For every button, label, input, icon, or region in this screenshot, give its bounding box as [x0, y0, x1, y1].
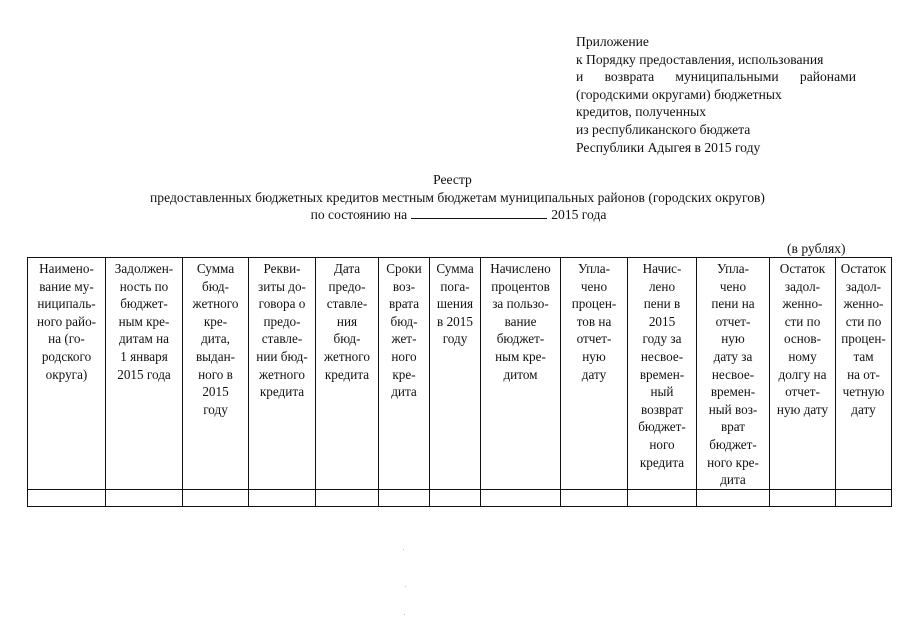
column-header-line: Начислено — [490, 261, 551, 276]
column-header-line: за пользо- — [492, 296, 549, 312]
column-header — [561, 258, 628, 490]
register-title — [0, 171, 905, 224]
column-header-line: 2015 года — [117, 366, 171, 382]
column-header-line: Остаток — [840, 261, 887, 276]
table-cell — [770, 489, 836, 506]
column-header-line: ного кре- — [707, 454, 759, 470]
column-header-line: зиты до- — [258, 278, 306, 294]
table-cell — [183, 489, 249, 506]
column-header-line: дитам на — [118, 331, 170, 347]
column-header-line: ным кре- — [495, 348, 546, 364]
column-header-line: 2015 — [648, 313, 676, 329]
title-line-3 — [0, 206, 905, 224]
column-header-line: 2015 — [202, 384, 229, 400]
register-table — [27, 257, 892, 507]
column-header-line: пени в — [643, 296, 681, 312]
column-header-line: чено — [580, 278, 608, 294]
column-header-line: времен- — [639, 366, 685, 382]
column-header — [481, 258, 561, 490]
table-cell — [316, 489, 379, 506]
column-header-line: времен- — [710, 384, 756, 400]
column-header-line: шения — [436, 296, 474, 312]
column-header-line: ную — [721, 331, 745, 347]
column-header-line: дита, — [201, 331, 230, 347]
column-header-line: долгу на — [778, 366, 827, 382]
column-header-line: чено — [719, 278, 747, 294]
column-header-line: Дата — [333, 261, 361, 276]
title-line-1: Реестр — [433, 172, 472, 187]
column-header — [183, 258, 249, 490]
units-label: (в рублях) — [787, 241, 846, 256]
date-suffix: 2015 года — [551, 207, 607, 223]
appendix-word: и — [576, 69, 584, 85]
column-header-line: вание му- — [39, 278, 94, 294]
column-header-line: ния — [336, 313, 358, 329]
appendix-line: кредитов, полученных — [576, 104, 707, 120]
title-line-2: предоставленных бюджетных кредитов местным бюджетам муниципальных районов (городских округов) — [150, 189, 765, 205]
column-header-line: отчет- — [715, 313, 751, 329]
column-header-line: задол- — [845, 278, 882, 294]
column-header-line: процен- — [571, 296, 617, 312]
column-header-line: ным кре- — [118, 313, 170, 329]
column-header-line: бюд- — [202, 278, 229, 294]
table-cell — [836, 489, 892, 506]
column-header-line: ный воз- — [708, 401, 758, 417]
table-cell — [430, 489, 481, 506]
column-header-line: Задолжен- — [114, 261, 174, 276]
column-header-line: возврат — [640, 401, 684, 417]
table-cell — [379, 489, 430, 506]
column-header-line: сти по — [845, 313, 882, 329]
column-header-line: кредита — [639, 454, 685, 470]
column-header-line: несвое- — [711, 366, 755, 382]
column-header-line: году — [203, 401, 228, 417]
appendix-word: возврата — [604, 69, 655, 85]
column-header-line: на (го- — [48, 331, 85, 347]
column-header-line: воз- — [392, 278, 416, 294]
column-header-line: предо- — [263, 313, 301, 329]
appendix-word: районами — [799, 69, 856, 85]
column-header — [249, 258, 316, 490]
column-header-line: кре- — [392, 366, 416, 382]
column-header-line: основ- — [783, 331, 822, 347]
column-header-line: Наимено- — [39, 261, 94, 276]
table-cell — [106, 489, 183, 506]
column-header-line: бюд- — [333, 331, 361, 347]
column-header — [316, 258, 379, 490]
scan-speck — [405, 586, 406, 587]
column-header-line: ставле- — [326, 296, 368, 312]
appendix-line: Республики Адыгея в 2015 году — [576, 139, 761, 155]
appendix-line: к Порядку предоставления, использования — [576, 51, 824, 67]
column-header-line: сти по — [784, 313, 821, 329]
scan-speck — [403, 549, 404, 550]
appendix-note — [576, 33, 856, 156]
column-header-line: ному — [788, 348, 817, 364]
column-header-line: вание — [504, 313, 537, 329]
date-blank-field — [411, 206, 547, 219]
column-header-line: году за — [642, 331, 682, 347]
column-header — [697, 258, 770, 490]
column-header-line: дату — [851, 401, 876, 417]
table-cell — [697, 489, 770, 506]
column-header-line: кредита — [324, 366, 370, 382]
column-header-line: нии бюд- — [256, 348, 308, 364]
date-prefix: по состоянию на — [310, 207, 408, 223]
column-header-line: тов на — [576, 313, 612, 329]
column-header-line: жетного — [192, 296, 239, 312]
column-header-line: Начис- — [642, 261, 682, 276]
column-header-line: ный — [650, 384, 674, 400]
column-header-line: отчет- — [576, 331, 612, 347]
column-header-line: на от- — [847, 366, 880, 382]
table-cell — [628, 489, 697, 506]
column-header-line: дитом — [503, 366, 538, 382]
column-header-line: Сроки — [386, 261, 422, 276]
column-header-line: дита — [720, 472, 746, 488]
column-header-line: 1 января — [120, 348, 168, 364]
column-header-line: округа) — [45, 366, 88, 382]
appendix-line: Приложение — [576, 34, 649, 49]
column-header-line: ную — [582, 348, 606, 364]
column-header-line: дату — [581, 366, 607, 382]
column-header — [430, 258, 481, 490]
column-header-line: там — [853, 348, 874, 364]
column-header — [106, 258, 183, 490]
column-header-line: ную дату — [776, 401, 829, 417]
column-header-line: процентов — [491, 278, 550, 294]
column-header-line: жетного — [259, 366, 305, 382]
column-header — [836, 258, 892, 490]
column-header-line: Сумма — [436, 261, 474, 276]
column-header-line: ставле- — [261, 331, 303, 347]
table-cell — [481, 489, 561, 506]
column-header-line: четную — [842, 384, 885, 400]
column-header-line: бюджет- — [120, 296, 168, 312]
column-header — [28, 258, 106, 490]
column-header-line: предо- — [328, 278, 366, 294]
column-header-line: родского — [41, 348, 92, 364]
column-header-line: ного райо- — [36, 313, 97, 329]
column-header-line: Упла- — [577, 261, 611, 276]
column-header-line: бюджет- — [496, 331, 545, 347]
table-row — [28, 489, 892, 506]
column-header-line: бюджет- — [709, 436, 757, 452]
table-cell — [561, 489, 628, 506]
column-header-line: женно- — [843, 296, 884, 312]
column-header-line: отчет- — [785, 384, 820, 400]
column-header-line: Упла- — [716, 261, 750, 276]
scan-speck — [404, 614, 405, 615]
column-header-line: женно- — [782, 296, 823, 312]
column-header-line: задол- — [784, 278, 821, 294]
column-header-line: Рекви- — [263, 261, 301, 276]
column-header-line: дита — [391, 384, 417, 400]
column-header-line: пени на — [711, 296, 755, 312]
column-header-line: жетного — [324, 348, 370, 364]
column-header-line: в 2015 — [437, 313, 473, 329]
column-header-line: ного в — [198, 366, 233, 382]
column-header — [379, 258, 430, 490]
column-header-line: бюд- — [390, 313, 418, 329]
column-header-line: ного — [391, 348, 417, 364]
appendix-line: из республиканского бюджета — [576, 121, 751, 137]
appendix-line-justified — [576, 68, 856, 86]
appendix-word: муниципальными — [675, 69, 779, 85]
column-header-line: врата — [388, 296, 420, 312]
column-header-line: ность по — [119, 278, 169, 294]
table-cell — [28, 489, 106, 506]
appendix-line: (городскими округами) бюджетных — [576, 86, 782, 102]
column-header-line: Остаток — [779, 261, 826, 276]
column-header-line: ного — [649, 436, 675, 452]
column-header-line: несвое- — [640, 348, 684, 364]
table-header-row — [28, 258, 892, 490]
column-header-line: кре- — [203, 313, 228, 329]
table-cell — [249, 489, 316, 506]
column-header-line: пога- — [440, 278, 470, 294]
column-header-line: кредита — [259, 384, 305, 400]
column-header-line: бюджет- — [638, 419, 686, 435]
column-header-line: врат — [720, 419, 746, 435]
column-header — [770, 258, 836, 490]
column-header-line: выдан- — [195, 348, 236, 364]
column-header-line: жет- — [391, 331, 417, 347]
column-header-line: дату за — [713, 348, 753, 364]
column-header-line: лено — [648, 278, 676, 294]
column-header-line: говора о — [258, 296, 306, 312]
column-header-line: году — [442, 331, 468, 347]
column-header-line: Сумма — [196, 261, 235, 276]
column-header-line: ниципаль- — [37, 296, 96, 312]
column-header — [628, 258, 697, 490]
column-header-line: процен- — [841, 331, 886, 347]
